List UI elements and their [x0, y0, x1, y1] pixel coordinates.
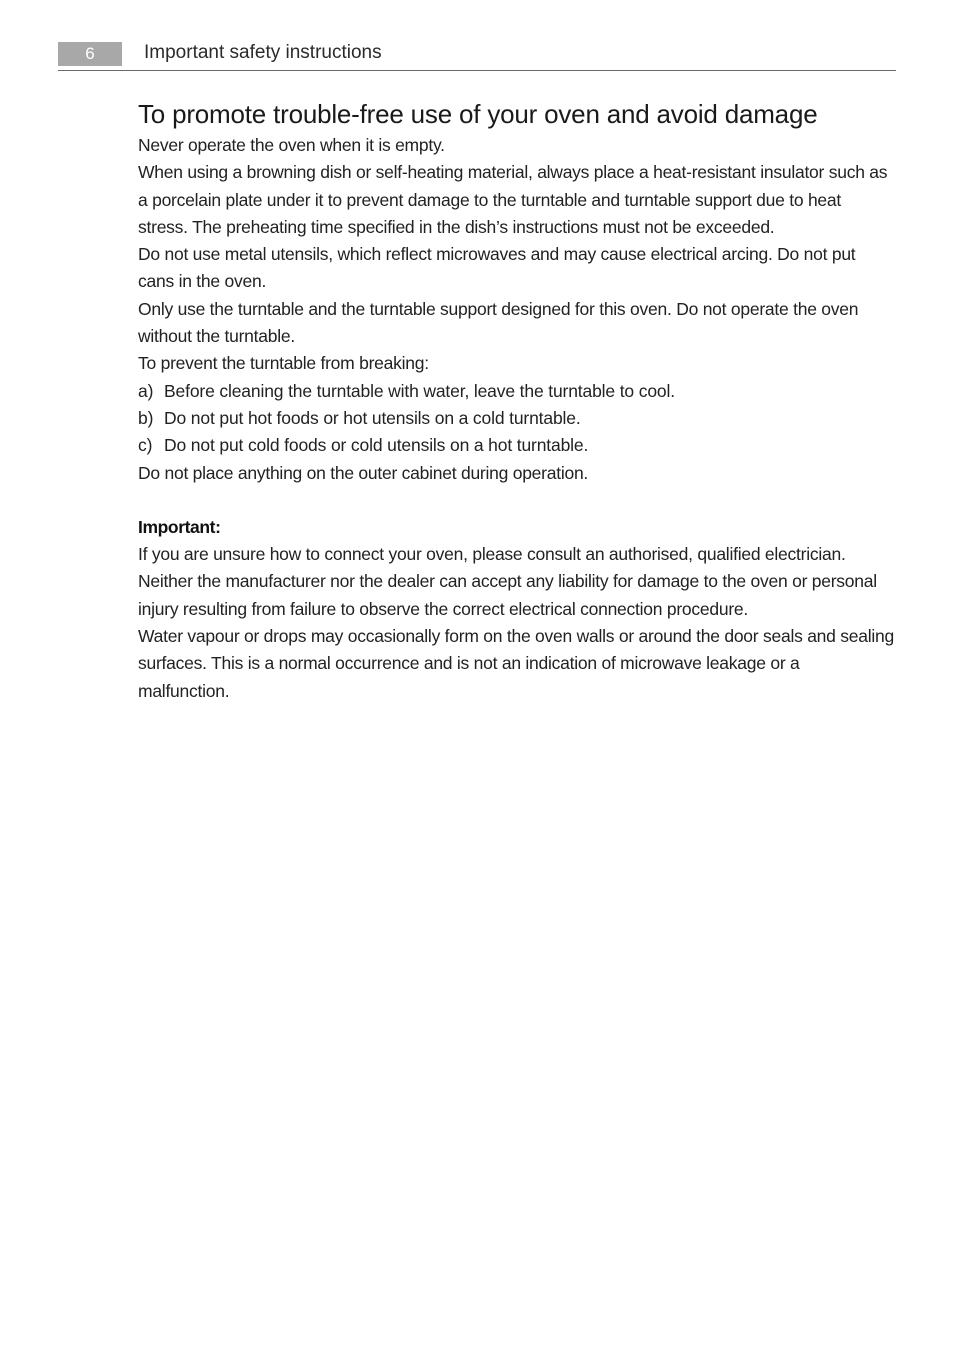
list-marker: a)	[138, 380, 154, 401]
paragraph-turntable-use: Only use the turntable and the turntable support designed for this oven. Do not operate the oven without the turntable.	[138, 298, 859, 347]
list-item	[138, 378, 894, 405]
paragraph-browning-dish: When using a browning dish or self-heating material, always place a heat-resistant insulator such as a porcelain plate under it to prevent damage to the turntable and turntable support due to heat stress. The preheating time specified in the dish’s instructions must not be exceeded.	[138, 162, 888, 237]
paragraph-electrician: If you are unsure how to connect your oven, please consult an authorised, qualified electrician.	[138, 544, 846, 565]
paragraph-outer-cabinet: Do not place anything on the outer cabinet during operation.	[138, 462, 589, 483]
section-spacer	[138, 487, 894, 514]
section-heading: To promote trouble-free use of your oven and avoid damage	[138, 99, 818, 129]
list-item-text: Before cleaning the turntable with water, leave the turntable to cool.	[164, 380, 675, 401]
page-header	[58, 38, 896, 71]
important-label: Important:	[138, 516, 221, 537]
paragraph-metal-utensils: Do not use metal utensils, which reflect microwaves and may cause electrical arcing. Do not put cans in the oven.	[138, 244, 856, 292]
list-marker: b)	[138, 407, 154, 428]
list-item-text: Do not put cold foods or cold utensils on a hot turntable.	[164, 435, 589, 456]
paragraph-water-vapour: Water vapour or drops may occasionally form on the oven walls or around the door seals and sealing surfaces. This is a normal occurrence and is not an indication of microwave leakage or a malfunction.	[138, 626, 894, 701]
header-section-title: Important safety instructions	[144, 42, 382, 63]
paragraph-liability: Neither the manufacturer nor the dealer can accept any liability for damage to the oven or personal injury resulting from failure to observe the correct electrical connection procedure.	[138, 571, 877, 619]
list-item	[138, 405, 894, 432]
list-marker: c)	[138, 435, 153, 456]
paragraph-empty-oven: Never operate the oven when it is empty.	[138, 135, 445, 155]
main-content	[138, 96, 894, 705]
list-item	[138, 432, 894, 459]
page-number: 6	[58, 42, 122, 66]
list-item-text: Do not put hot foods or hot utensils on a cold turntable.	[164, 407, 581, 428]
paragraph-turntable-breaking: To prevent the turntable from breaking:	[138, 353, 429, 374]
turntable-precautions-list	[138, 378, 894, 460]
